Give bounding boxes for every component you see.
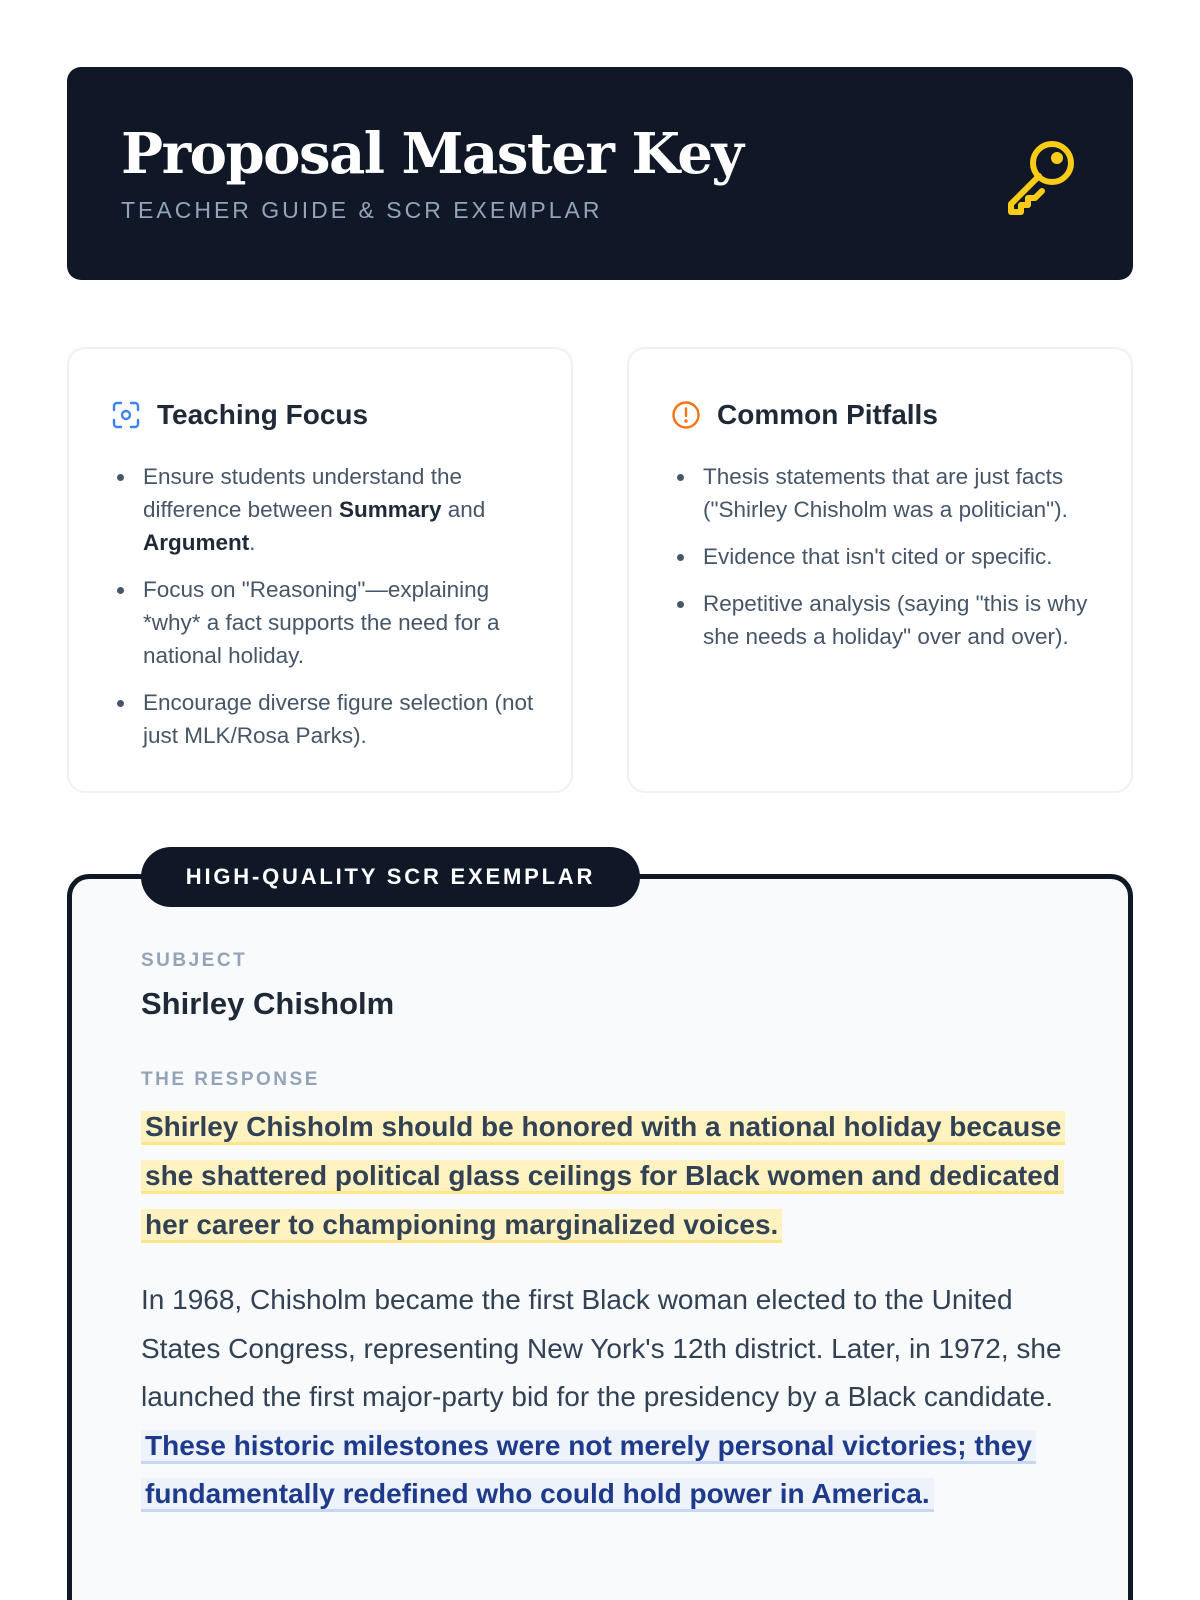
list-item: Ensure students understand the difference between Summary and Argument. [143,460,539,559]
exemplar-tab-label: HIGH-QUALITY SCR EXEMPLAR [141,847,640,907]
common-pitfalls-card [627,347,1133,793]
subject-value: Shirley Chisholm [141,986,395,1021]
list-item: Encourage diverse figure selection (not just MLK/Rosa Parks). [143,686,539,752]
subject-label: SUBJECT [141,950,248,971]
alert-circle-icon [671,400,701,430]
thesis-highlight: Shirley Chisholm should be honored with a national holiday because she shattered political glass ceilings for Black women and dedicated her career to championing marginalized voices. [141,1111,1065,1243]
page-subtitle: TEACHER GUIDE & SCR EXEMPLAR [121,197,603,223]
list-item: Focus on "Reasoning"—explaining *why* a fact supports the need for a national holiday. [143,573,539,672]
focus-icon [111,400,141,430]
common-pitfalls-header [671,395,938,435]
thesis-statement [141,1102,1071,1249]
list-item: Repetitive analysis (saying "this is why she needs a holiday" over and over). [703,587,1099,653]
response-label: THE RESPONSE [141,1069,320,1090]
teaching-focus-list [143,460,539,766]
list-item: Evidence that isn't cited or specific. [703,540,1099,573]
list-item: Thesis statements that are just facts ("Shirley Chisholm was a politician"). [703,460,1099,526]
evidence-paragraph [141,1276,1071,1519]
key-icon [998,133,1082,217]
teaching-focus-header [111,395,368,435]
page-title: Proposal Master Key [121,121,743,187]
common-pitfalls-title: Common Pitfalls [717,399,938,431]
teaching-focus-title: Teaching Focus [157,399,369,431]
common-pitfalls-list [703,460,1099,667]
evidence-text: In 1968, Chisholm became the first Black woman elected to the United States Congress, representing New York's 12th district. Later, in 1972, she launched the first major-party bid for the presidency by a Black candidate. [141,1284,1062,1412]
analysis-highlight: These historic milestones were not merely personal victories; they fundamentally redefined who could hold power in America. [141,1430,1036,1513]
teaching-focus-card [67,347,573,793]
header-banner [67,67,1133,280]
